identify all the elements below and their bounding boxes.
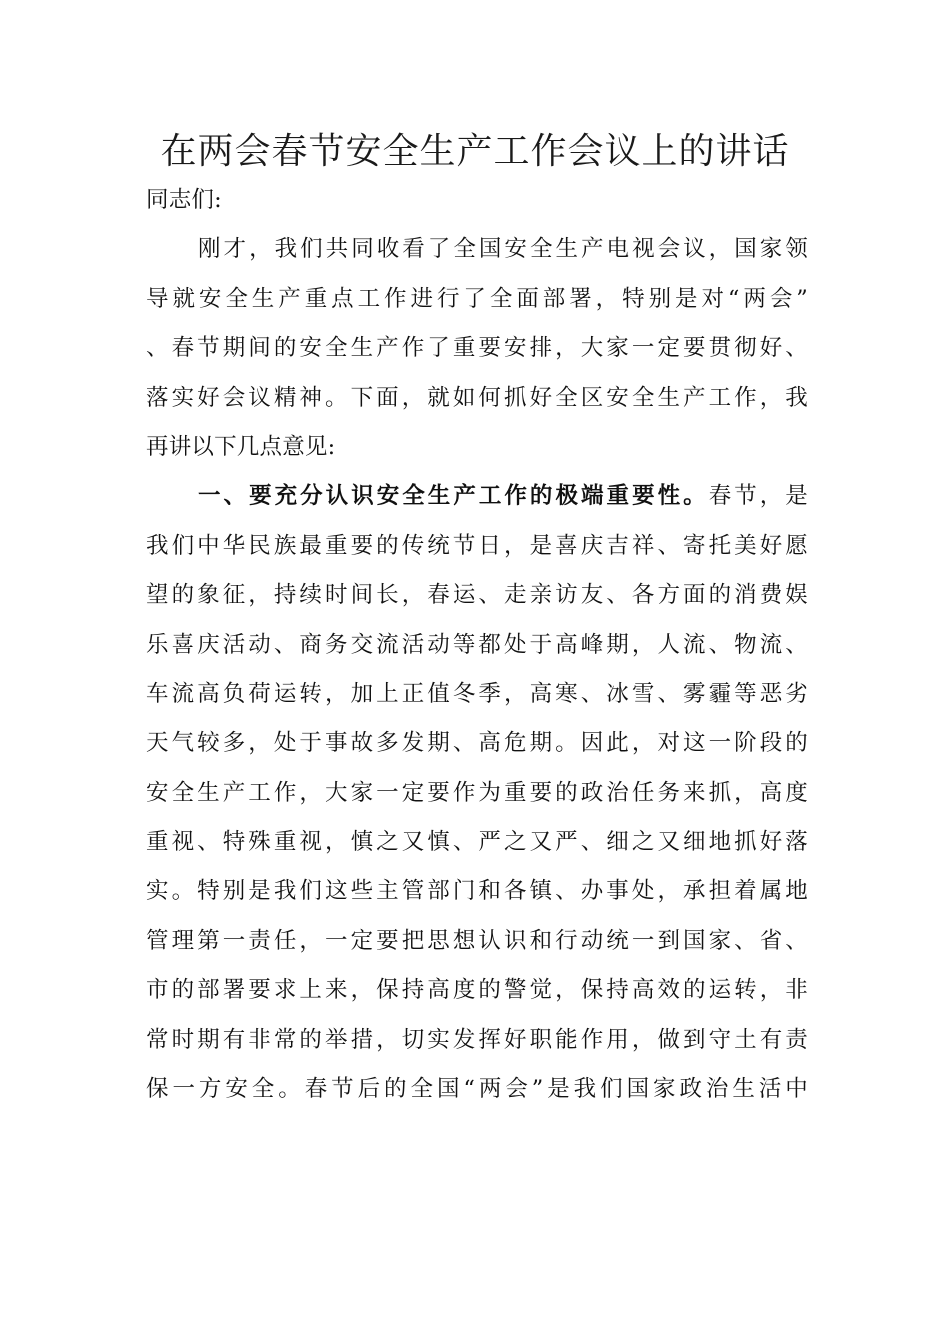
- salutation: 同志们:: [146, 187, 222, 213]
- document-body: [146, 176, 808, 1114]
- intro-paragraph: [146, 225, 808, 472]
- section-1-line: 安全生产工作，大家一定要作为重要的政治任务来抓，高度: [146, 779, 808, 806]
- section-1-line: 管理第一责任，一定要把思想认识和行动统一到国家、省、: [146, 927, 808, 954]
- section-1-line: 望的象征，持续时间长，春运、走亲访友、各方面的消费娱: [146, 582, 808, 609]
- document-title: 在两会春节安全生产工作会议上的讲话: [160, 131, 790, 172]
- intro-line: 落实好会议精神。下面，就如何抓好全区安全生产工作，我: [146, 384, 808, 411]
- intro-line: 、春节期间的安全生产作了重要安排，大家一定要贯彻好、: [146, 335, 808, 362]
- section-1-line: 车流高负荷运转，加上正值冬季，高寒、冰雪、雾霾等恶劣: [146, 680, 808, 707]
- section-1-line: 保一方安全。春节后的全国“两会”是我们国家政治生活中: [146, 1076, 808, 1103]
- section-1-heading: 一、要充分认识安全生产工作的极端重要性。: [198, 483, 709, 510]
- section-1-line: 天气较多，处于事故多发期、高危期。因此，对这一阶段的: [146, 730, 808, 757]
- section-1-line: 市的部署要求上来，保持高度的警觉，保持高效的运转，非: [146, 977, 808, 1004]
- section-1-first-line: [146, 472, 808, 521]
- section-1-line: 常时期有非常的举措，切实发挥好职能作用，做到守土有责: [146, 1026, 808, 1053]
- intro-line: 再讲以下几点意见:: [146, 433, 336, 460]
- section-1-line: 我们中华民族最重要的传统节日，是喜庆吉祥、寄托美好愿: [146, 532, 808, 559]
- section-1-line: 重视、特殊重视，慎之又慎、严之又严、细之又细地抓好落: [146, 829, 808, 856]
- intro-line: 导就安全生产重点工作进行了全面部署，特别是对“两会”: [146, 285, 808, 312]
- section-1-paragraph: [146, 472, 808, 1114]
- intro-line: 刚才，我们共同收看了全国安全生产电视会议，国家领: [198, 236, 808, 263]
- section-1-line: 乐喜庆活动、商务交流活动等都处于高峰期，人流、物流、: [146, 631, 808, 658]
- section-1-line: 实。特别是我们这些主管部门和各镇、办事处，承担着属地: [146, 878, 808, 905]
- section-1-first-line-rest: 春节，是: [708, 483, 808, 510]
